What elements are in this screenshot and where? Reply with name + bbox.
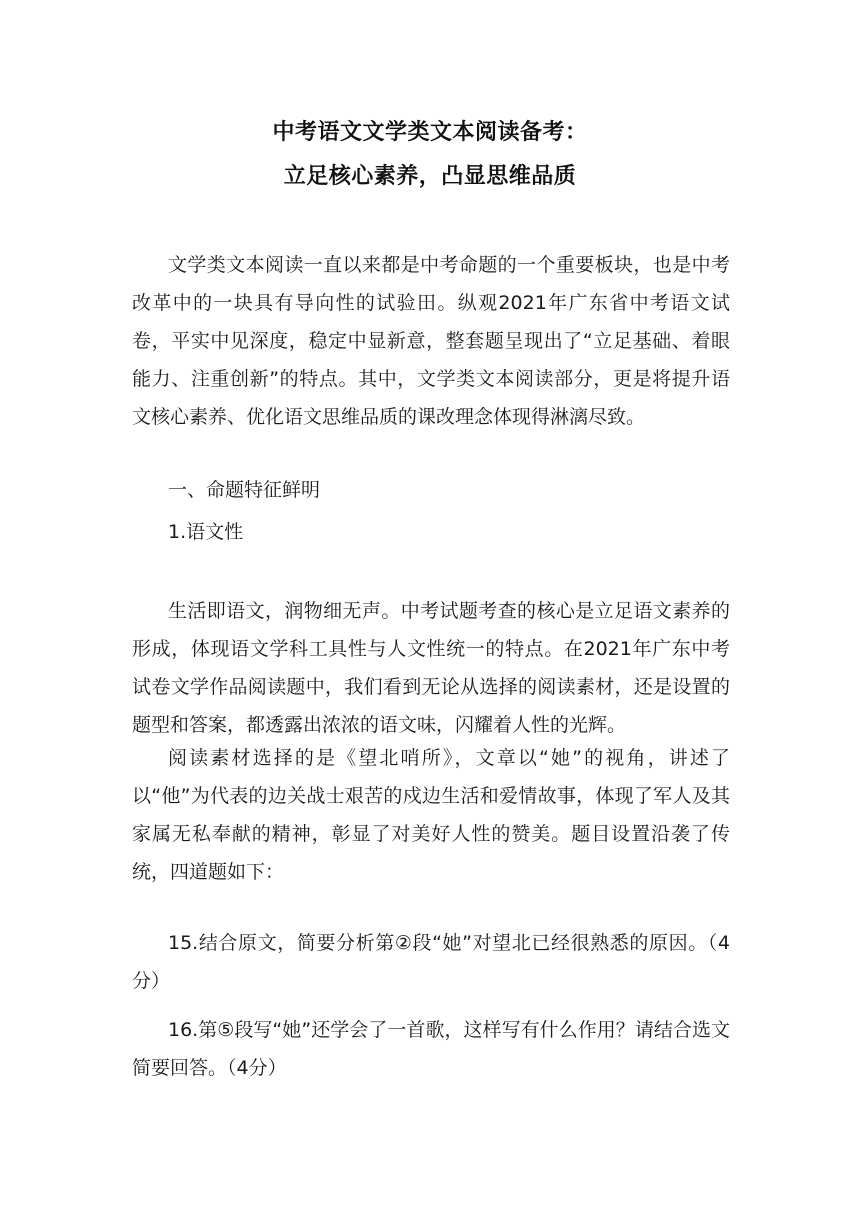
- material-paragraph-text: 阅读素材选择的是《望北哨所》，文章以“她”的视角，讲述了以“他”为代表的边关战士艰苦的戍边生活和爱情故事，体现了军人及其家属无私奉献的精神，彰显了对美好人性的赞美。题目设置沿袭了传统，四道题如下：: [132, 747, 730, 883]
- question-16: [132, 1011, 730, 1087]
- section-heading: [132, 471, 730, 509]
- question-16-text: 16.第⑤段写“她”还学会了一首歌，这样写有什么作用？请结合选文简要回答。（4分）: [132, 1019, 730, 1079]
- section-heading-text: 一、命题特征鲜明: [168, 479, 321, 501]
- question-15-text: 15.结合原文，简要分析第②段“她”对望北已经很熟悉的原因。（4分）: [132, 932, 730, 992]
- document-title-line1: 中考语文文学类文本阅读备考：: [272, 119, 588, 145]
- intro-paragraph-text: 文学类文本阅读一直以来都是中考命题的一个重要板块，也是中考改革中的一块具有导向性的试验田。纵观2021年广东省中考语文试卷，平实中见深度，稳定中显新意，整套题呈现出了“立足基础、着眼能力、注重创新”的特点。其中，文学类文本阅读部分，更是将提升语文核心素养、优化语文思维品质的课改理念体现得淋漓尽致。: [132, 254, 730, 428]
- intro-paragraph: [132, 246, 730, 436]
- material-paragraph: [132, 739, 730, 891]
- subsection-heading-text: 1.语文性: [168, 521, 244, 543]
- document-title-line2: 立足核心素养，凸显思维品质: [283, 163, 577, 189]
- yuwen-paragraph: [132, 592, 730, 744]
- yuwen-paragraph-text: 生活即语文，润物细无声。中考试题考查的核心是立足语文素养的形成，体现语文学科工具性与人文性统一的特点。在2021年广东中考试卷文学作品阅读题中，我们看到无论从选择的阅读素材，还是设置的题型和答案，都透露出浓浓的语文味，闪耀着人性的光辉。: [132, 600, 730, 736]
- subsection-heading: [132, 513, 730, 551]
- question-15: [132, 924, 730, 1000]
